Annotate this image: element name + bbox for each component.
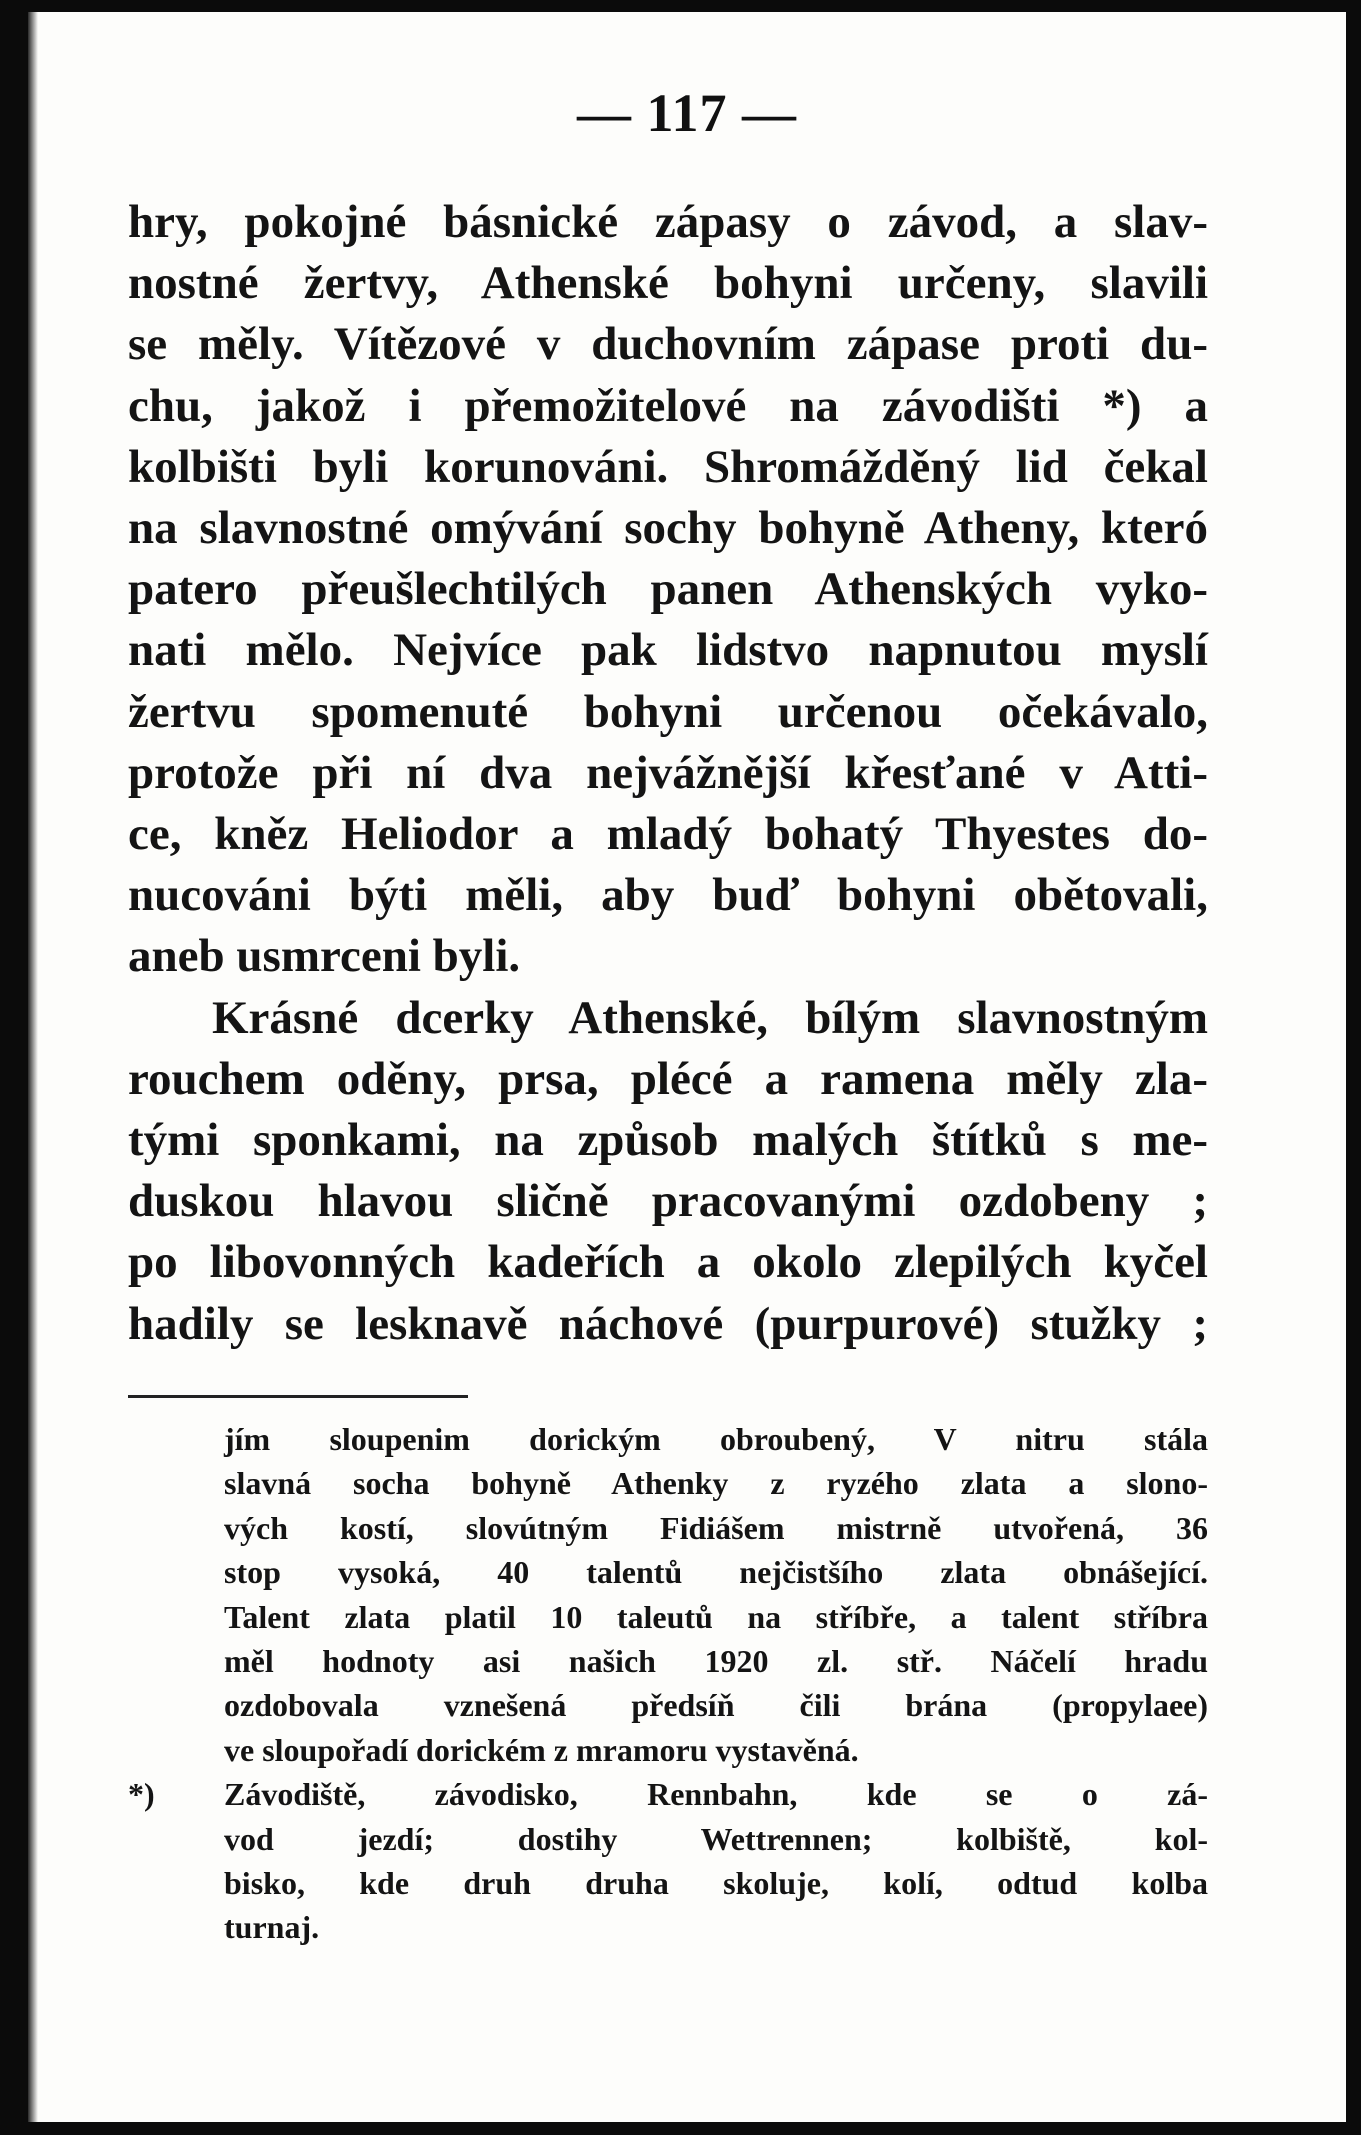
footnote-line: slavná socha bohyně Athenky z ryzého zlata a slono- [224,1465,1208,1502]
text-line: Krásné dcerky Athenské, bílým slavnostným [212,991,1208,1044]
text-line: rouchem oděny, prsa, plécé a ramena měly zla- [128,1052,1208,1105]
footnote-line: Talent zlata platil 10 taleutů na stříbře, a talent stříbra [224,1598,1208,1635]
footnote-line: Závodiště, závodisko, Rennbahn, kde se o zá- [224,1776,1208,1813]
footnote-line: ozdobovala vznešená předsíň čili brána (propylaee) [224,1687,1208,1724]
footnote-line: vod jezdí; dostihy Wettrennen; kolbiště, kol- [224,1820,1208,1857]
text-line: tými sponkami, na způsob malých štítků s me- [128,1114,1208,1167]
text-line: nucováni býti měli, aby buď bohyni obětovali, [128,869,1208,922]
text-line: hry, pokojné básnické zápasy o závod, a slav- [128,196,1208,248]
footnote-line: jím sloupenim dorickým obroubený, V nitru stála [224,1421,1208,1457]
main-text [128,192,1208,1355]
footnote-line: bisko, kde druh druha skoluje, kolí, odtud kolba [224,1865,1208,1902]
page-number: — 117 — [576,83,798,143]
book-page [28,12,1346,2122]
paragraph-1 [128,192,1208,988]
text-line: patero přeušlechtilých panen Athenských vyko- [128,563,1208,616]
text-line: aneb usmrceni byli. [128,930,521,983]
footnote-star [128,1772,1208,1950]
text-line: protože při ní dva nejvážnější křesťané v Atti- [128,746,1208,799]
footnote-rule [128,1395,468,1398]
footnotes [128,1417,1208,1950]
footnote-line: turnaj. [224,1909,320,1946]
text-line: ce, kněz Heliodor a mladý bohatý Thyestes do- [128,808,1208,861]
text-line: nati mělo. Nejvíce pak lidstvo napnutou myslí [128,624,1208,677]
text-line: na slavnostné omývání sochy bohyně Atheny, kteró [128,502,1208,555]
binding-shadow [28,12,38,2122]
text-line: chu, jakož i přemožitelové na závodišti *) a [128,379,1208,432]
footnote-line: vých kostí, slovútným Fidiášem mistrně utvořená, 36 [224,1509,1208,1546]
footnote-marker: *) [128,1776,155,1813]
text-line: kolbišti byli korunováni. Shromážděný lid čekal [128,440,1208,493]
footnote-line: stop vysoká, 40 talentů nejčistšího zlata obnášející. [224,1554,1208,1591]
text-line: nostné žertvy, Athenské bohyni určeny, slavili [128,257,1208,310]
footnote-continuation [128,1417,1208,1772]
footnote-line: měl hodnoty asi našich 1920 zl. stř. Náčelí hradu [224,1643,1208,1680]
text-line: se měly. Vítězové v duchovním zápase proti du- [128,318,1208,371]
text-line: žertvu spomenuté bohyni určenou očekávalo, [128,685,1208,738]
footnote-line: ve sloupořadí dorickém z mramoru vystavěná. [224,1731,859,1768]
text-line: po libovonných kadeřích a okolo zlepilých kyčel [128,1236,1208,1289]
text-line: duskou hlavou sličně pracovanými ozdobeny ; [128,1175,1208,1228]
paragraph-2 [128,988,1208,1355]
text-line: hadily se lesknavě náchové (purpurové) stužky ; [128,1297,1208,1350]
